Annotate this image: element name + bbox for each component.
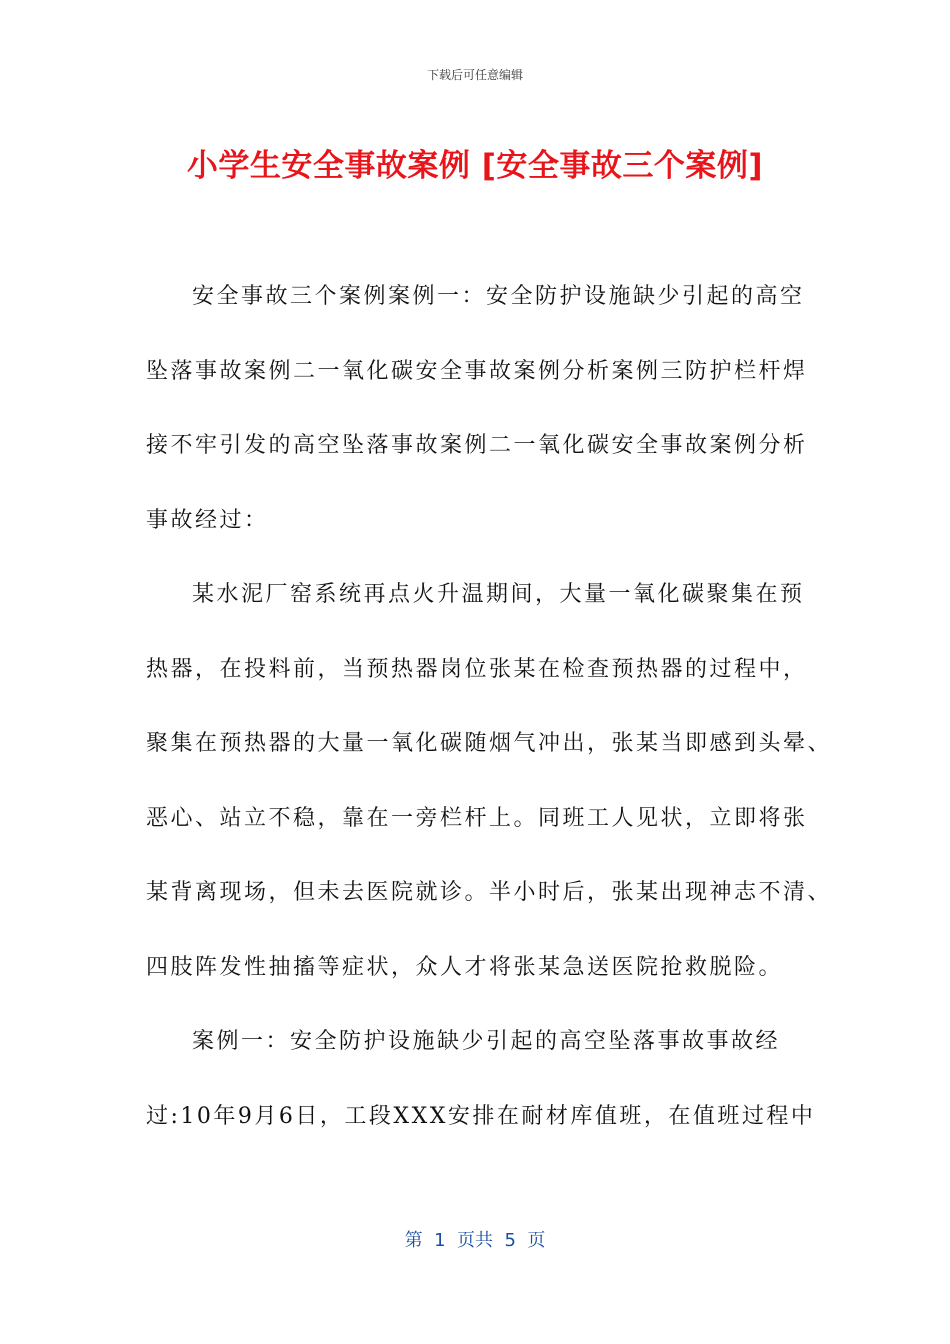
page-number-footer: 第 1 页共 5 页 (404, 1230, 546, 1251)
paragraph-line: 恶心、站立不稳，靠在一旁栏杆上。同班工人见状，立即将张 (146, 805, 808, 831)
paragraph-line: 四肢阵发性抽搐等症状，众人才将张某急送医院抢救脱险。 (146, 954, 784, 980)
paragraph-line: 接不牢引发的高空坠落事故案例二一氧化碳安全事故案例分析 (146, 433, 808, 458)
paragraph-line: 过:10年9月6日，工段XXX安排在耐材库值班，在值班过程中 (146, 1103, 816, 1129)
paragraph-line: 坠落事故案例二一氧化碳安全事故案例分析案例三防护栏杆焊 (146, 358, 808, 384)
paragraph-line: 热器，在投料前，当预热器岗位张某在检查预热器的过程中， (146, 656, 808, 682)
document-title: 小学生安全事故案例 [安全事故三个案例] (186, 148, 764, 184)
paragraph-line: 案例一：安全防护设施缺少引起的高空坠落事故事故经 (192, 1029, 781, 1054)
paragraph-line: 安全事故三个案例案例一：安全防护设施缺少引起的高空 (192, 284, 805, 309)
paragraph-line: 某背离现场，但未去医院就诊。半小时后，张某出现神志不清、 (146, 880, 833, 905)
paragraph-line: 某水泥厂窑系统再点火升温期间，大量一氧化碳聚集在预 (192, 582, 805, 607)
document-body (146, 273, 833, 1167)
page-header-note: 下载后可任意编辑 (426, 68, 523, 82)
paragraph-line: 事故经过： (146, 507, 269, 533)
paragraph-line: 聚集在预热器的大量一氧化碳随烟气冲出，张某当即感到头晕、 (146, 731, 833, 756)
